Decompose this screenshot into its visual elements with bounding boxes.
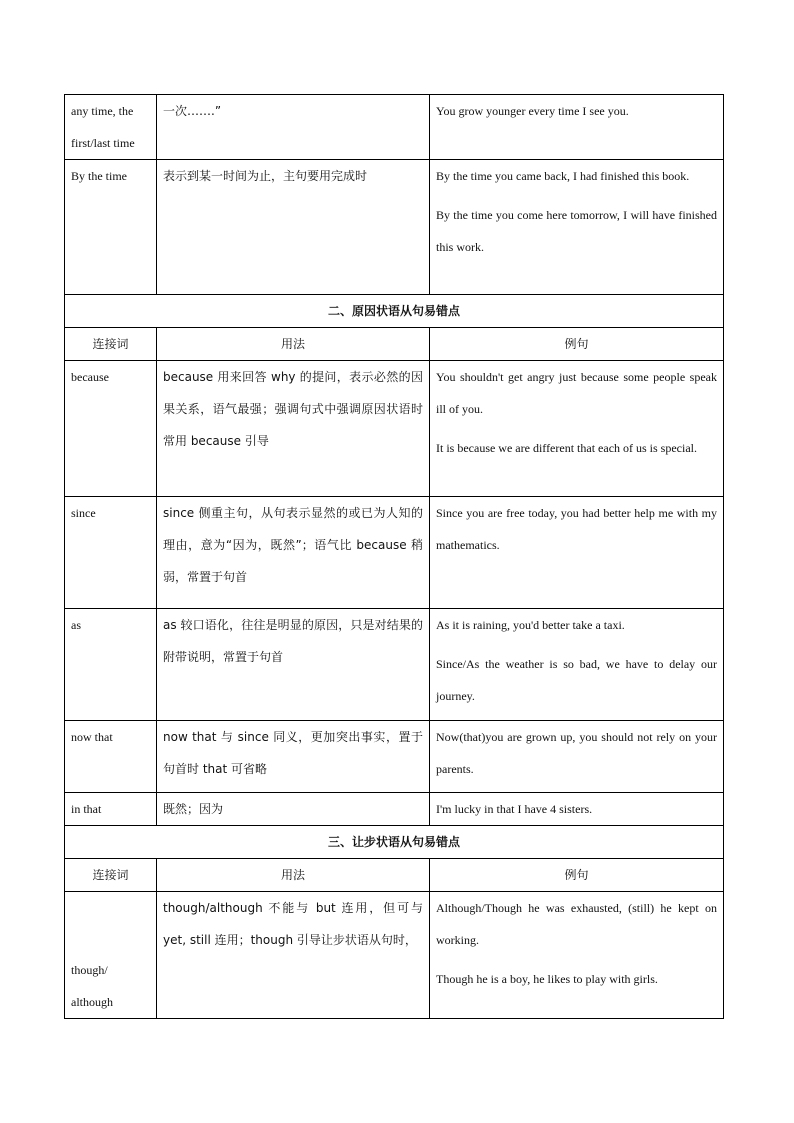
usage-cell <box>157 361 430 497</box>
term-text: now that <box>71 730 113 744</box>
usage-cell <box>157 497 430 609</box>
example-text: Though he is a boy, he likes to play with girls. <box>436 972 658 986</box>
term-cell <box>65 95 157 160</box>
term-cell <box>65 721 157 793</box>
table-row <box>65 95 724 160</box>
usage-text: 表示到某一时间为止，主句要用完成时 <box>163 169 368 183</box>
term-cell <box>65 160 157 295</box>
section-title-row <box>65 826 724 859</box>
term-text: though/ although <box>71 963 113 1009</box>
header-row <box>65 859 724 892</box>
term-cell <box>65 497 157 609</box>
usage-cell <box>157 95 430 160</box>
term-text: as <box>71 618 81 632</box>
example-cell <box>430 361 724 497</box>
example-cell <box>430 609 724 721</box>
section-title: 三、让步状语从句易错点 <box>65 826 724 859</box>
usage-text: now that 与 since 同义，更加突出事实，置于句首时 that 可省略 <box>163 730 423 776</box>
term-text: By the time <box>71 169 127 183</box>
example-text: By the time you come here tomorrow, I will have finished this work. <box>436 208 717 254</box>
header-row <box>65 328 724 361</box>
table-row <box>65 361 724 497</box>
term-text: in that <box>71 802 102 816</box>
example-text: Since/As the weather is so bad, we have to delay our journey. <box>436 657 717 703</box>
usage-text: since 侧重主句，从句表示显然的或已为人知的理由，意为“因为，既然”；语气比 because 稍弱，常置于句首 <box>163 506 423 584</box>
example-cell <box>430 721 724 793</box>
usage-cell <box>157 793 430 826</box>
example-text: You grow younger every time I see you. <box>436 104 629 118</box>
grammar-table <box>64 94 724 1019</box>
section-title: 二、原因状语从句易错点 <box>65 295 724 328</box>
usage-text: 一次…….” <box>163 104 222 118</box>
usage-text: as 较口语化，往往是明显的原因，只是对结果的附带说明，常置于句首 <box>163 618 423 664</box>
usage-text: because 用来回答 why 的提问，表示必然的因果关系，语气最强；强调句式中强调原因状语时常用 because 引导 <box>163 370 423 448</box>
term-cell <box>65 892 157 1019</box>
table-row <box>65 793 724 826</box>
term-cell <box>65 609 157 721</box>
usage-cell <box>157 160 430 295</box>
usage-text: though/although 不能与 but 连用，但可与 yet, still 连用；though 引导让步状语从句时， <box>163 901 423 947</box>
example-cell <box>430 160 724 295</box>
example-cell <box>430 497 724 609</box>
usage-cell <box>157 721 430 793</box>
example-text: You shouldn't get angry just because some people speak ill of you. <box>436 370 717 416</box>
example-cell <box>430 95 724 160</box>
example-cell <box>430 793 724 826</box>
example-text: As it is raining, you'd better take a taxi. <box>436 618 625 632</box>
table-row <box>65 497 724 609</box>
term-text: since <box>71 506 96 520</box>
usage-cell <box>157 609 430 721</box>
table-row <box>65 160 724 295</box>
table-row <box>65 609 724 721</box>
example-cell <box>430 892 724 1019</box>
example-text: Now(that)you are grown up, you should not rely on your parents. <box>436 730 717 776</box>
usage-cell <box>157 892 430 1019</box>
column-header-usage: 用法 <box>157 859 430 892</box>
example-text: By the time you came back, I had finished this book. <box>436 169 690 183</box>
example-text: Although/Though he was exhausted, (still) he kept on working. <box>436 901 717 947</box>
table-row <box>65 721 724 793</box>
example-text: It is because we are different that each of us is special. <box>436 441 697 455</box>
section-title-row <box>65 295 724 328</box>
column-header-connective: 连接词 <box>65 328 157 361</box>
term-cell <box>65 793 157 826</box>
column-header-example: 例句 <box>430 328 724 361</box>
term-text: because <box>71 370 109 384</box>
table-row <box>65 892 724 1019</box>
term-text: any time, the first/last time <box>71 104 135 150</box>
example-text: Since you are free today, you had better help me with my mathematics. <box>436 506 717 552</box>
column-header-connective: 连接词 <box>65 859 157 892</box>
example-text: I'm lucky in that I have 4 sisters. <box>436 802 593 816</box>
term-cell <box>65 361 157 497</box>
column-header-example: 例句 <box>430 859 724 892</box>
column-header-usage: 用法 <box>157 328 430 361</box>
usage-text: 既然；因为 <box>163 802 224 816</box>
